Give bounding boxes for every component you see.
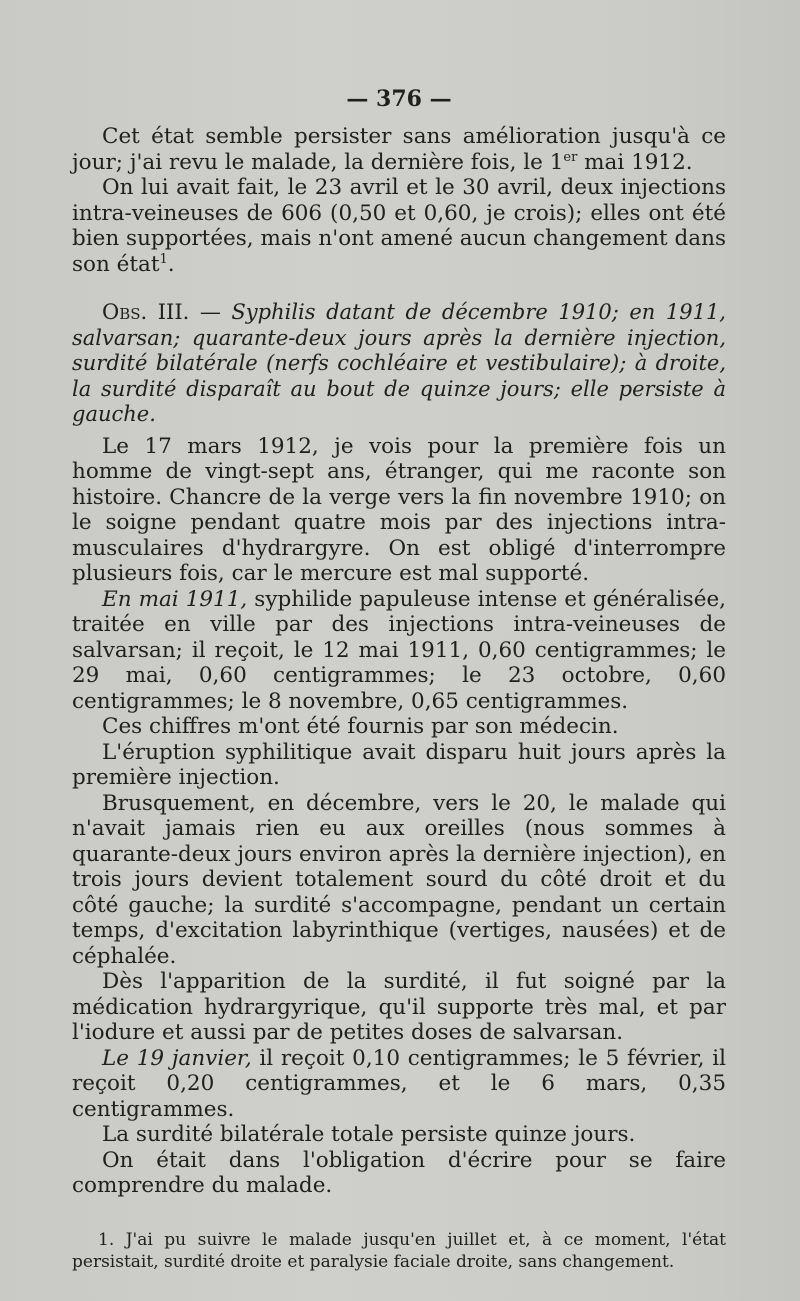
text-span: On lui avait fait, le 23 avril et le 30 avril, deux injections intra-veineuses de 606 (0,50 et 0,60, je crois); elles ont été bien supportées, mais n'ont amené aucun changement dans son état [72,175,726,277]
paragraph-intro-2 [72,175,726,277]
paragraph-treatment: Dès l'apparition de la surdité, il fut soigné par la médication hydrargyrique, qu'il supporte très mal, et par l'iodure et aussi par de petites doses de salvarsan. [72,969,726,1045]
paragraph-may-1911 [72,587,726,715]
paragraph-writing: On était dans l'obligation d'écrire pour se faire comprendre du malade. [72,1147,726,1198]
superscript: er [563,149,578,165]
date-italic: En mai 1911, [102,586,248,612]
obs-label: Obs. [102,300,148,324]
observation-heading [72,300,726,428]
obs-number: III. — [157,300,221,324]
text-span: syphilide papuleuse intense et généralisée, traitée en ville par des injections intra-veineuses de salvarsan; il reçoit, le 12 mai 1911, 0,60 centigrammes; le 29 mai, 0,60 centigrammes; le 23 octobre, 0,60 centigrammes; le 8 novembre, 0,65 centigrammes. [72,586,726,714]
paragraph-january [72,1046,726,1123]
paragraph-deafness: Brusquement, en décembre, vers le 20, le malade qui n'avait jamais rien eu aux oreilles (nous sommes à quarante-deux jours environ après la dernière injection), en trois jours devient totalement sourd du côté droit et du côté gauche; la surdité s'accompagne, pendant un certain temps, d'excitation labyrinthique (vertiges, nausées) et de céphalée. [72,790,726,969]
obs-title: Syphilis datant de décembre 1910; en 1911, salvarsan; quarante-deux jours après la dernière injection, surdité bilatérale (nerfs cochléaire et vestibulaire); à droite, la surdité disparaît au bout de quinze jours; elle persiste à gauche. [72,300,726,426]
date-italic: Le 19 janvier, [102,1045,252,1071]
paragraph-persists: La surdité bilatérale totale persiste quinze jours. [102,1122,636,1147]
text-span: Cet état semble persister sans amélioration jusqu'à ce jour; j'ai revu le malade, la dernière fois, le 1 [72,124,726,175]
text-span: mai 1912. [577,149,693,175]
paragraph-history: Le 17 mars 1912, je vois pour la première fois un homme de vingt-sept ans, étranger, qui me raconte son histoire. Chancre de la verge vers la fin novembre 1910; on le soigne pendant quatre mois par des injections intra-musculaires d'hydrargyre. On est obligé d'interrompre plusieurs fois, car le mercure est mal supporté. [72,433,726,586]
footnote-ref: 1 [159,251,168,267]
paragraph-intro-1 [72,124,726,175]
page-number: — 376 — [346,86,452,112]
text-span: il reçoit 0,10 centigrammes; le 5 février, il reçoit 0,20 centigrammes, et le 6 mars, 0,35 centigrammes. [72,1045,726,1122]
paragraph-eruption: L'éruption syphilitique avait disparu huit jours après la première injection. [72,739,726,790]
paragraph-source: Ces chiffres m'ont été fournis par son médecin. [102,714,619,739]
text-span: . [167,251,175,277]
footnote: 1. J'ai pu suivre le malade jusqu'en juillet et, à ce moment, l'état persistait, surdité droite et paralysie faciale droite, sans changement. [72,1229,726,1272]
